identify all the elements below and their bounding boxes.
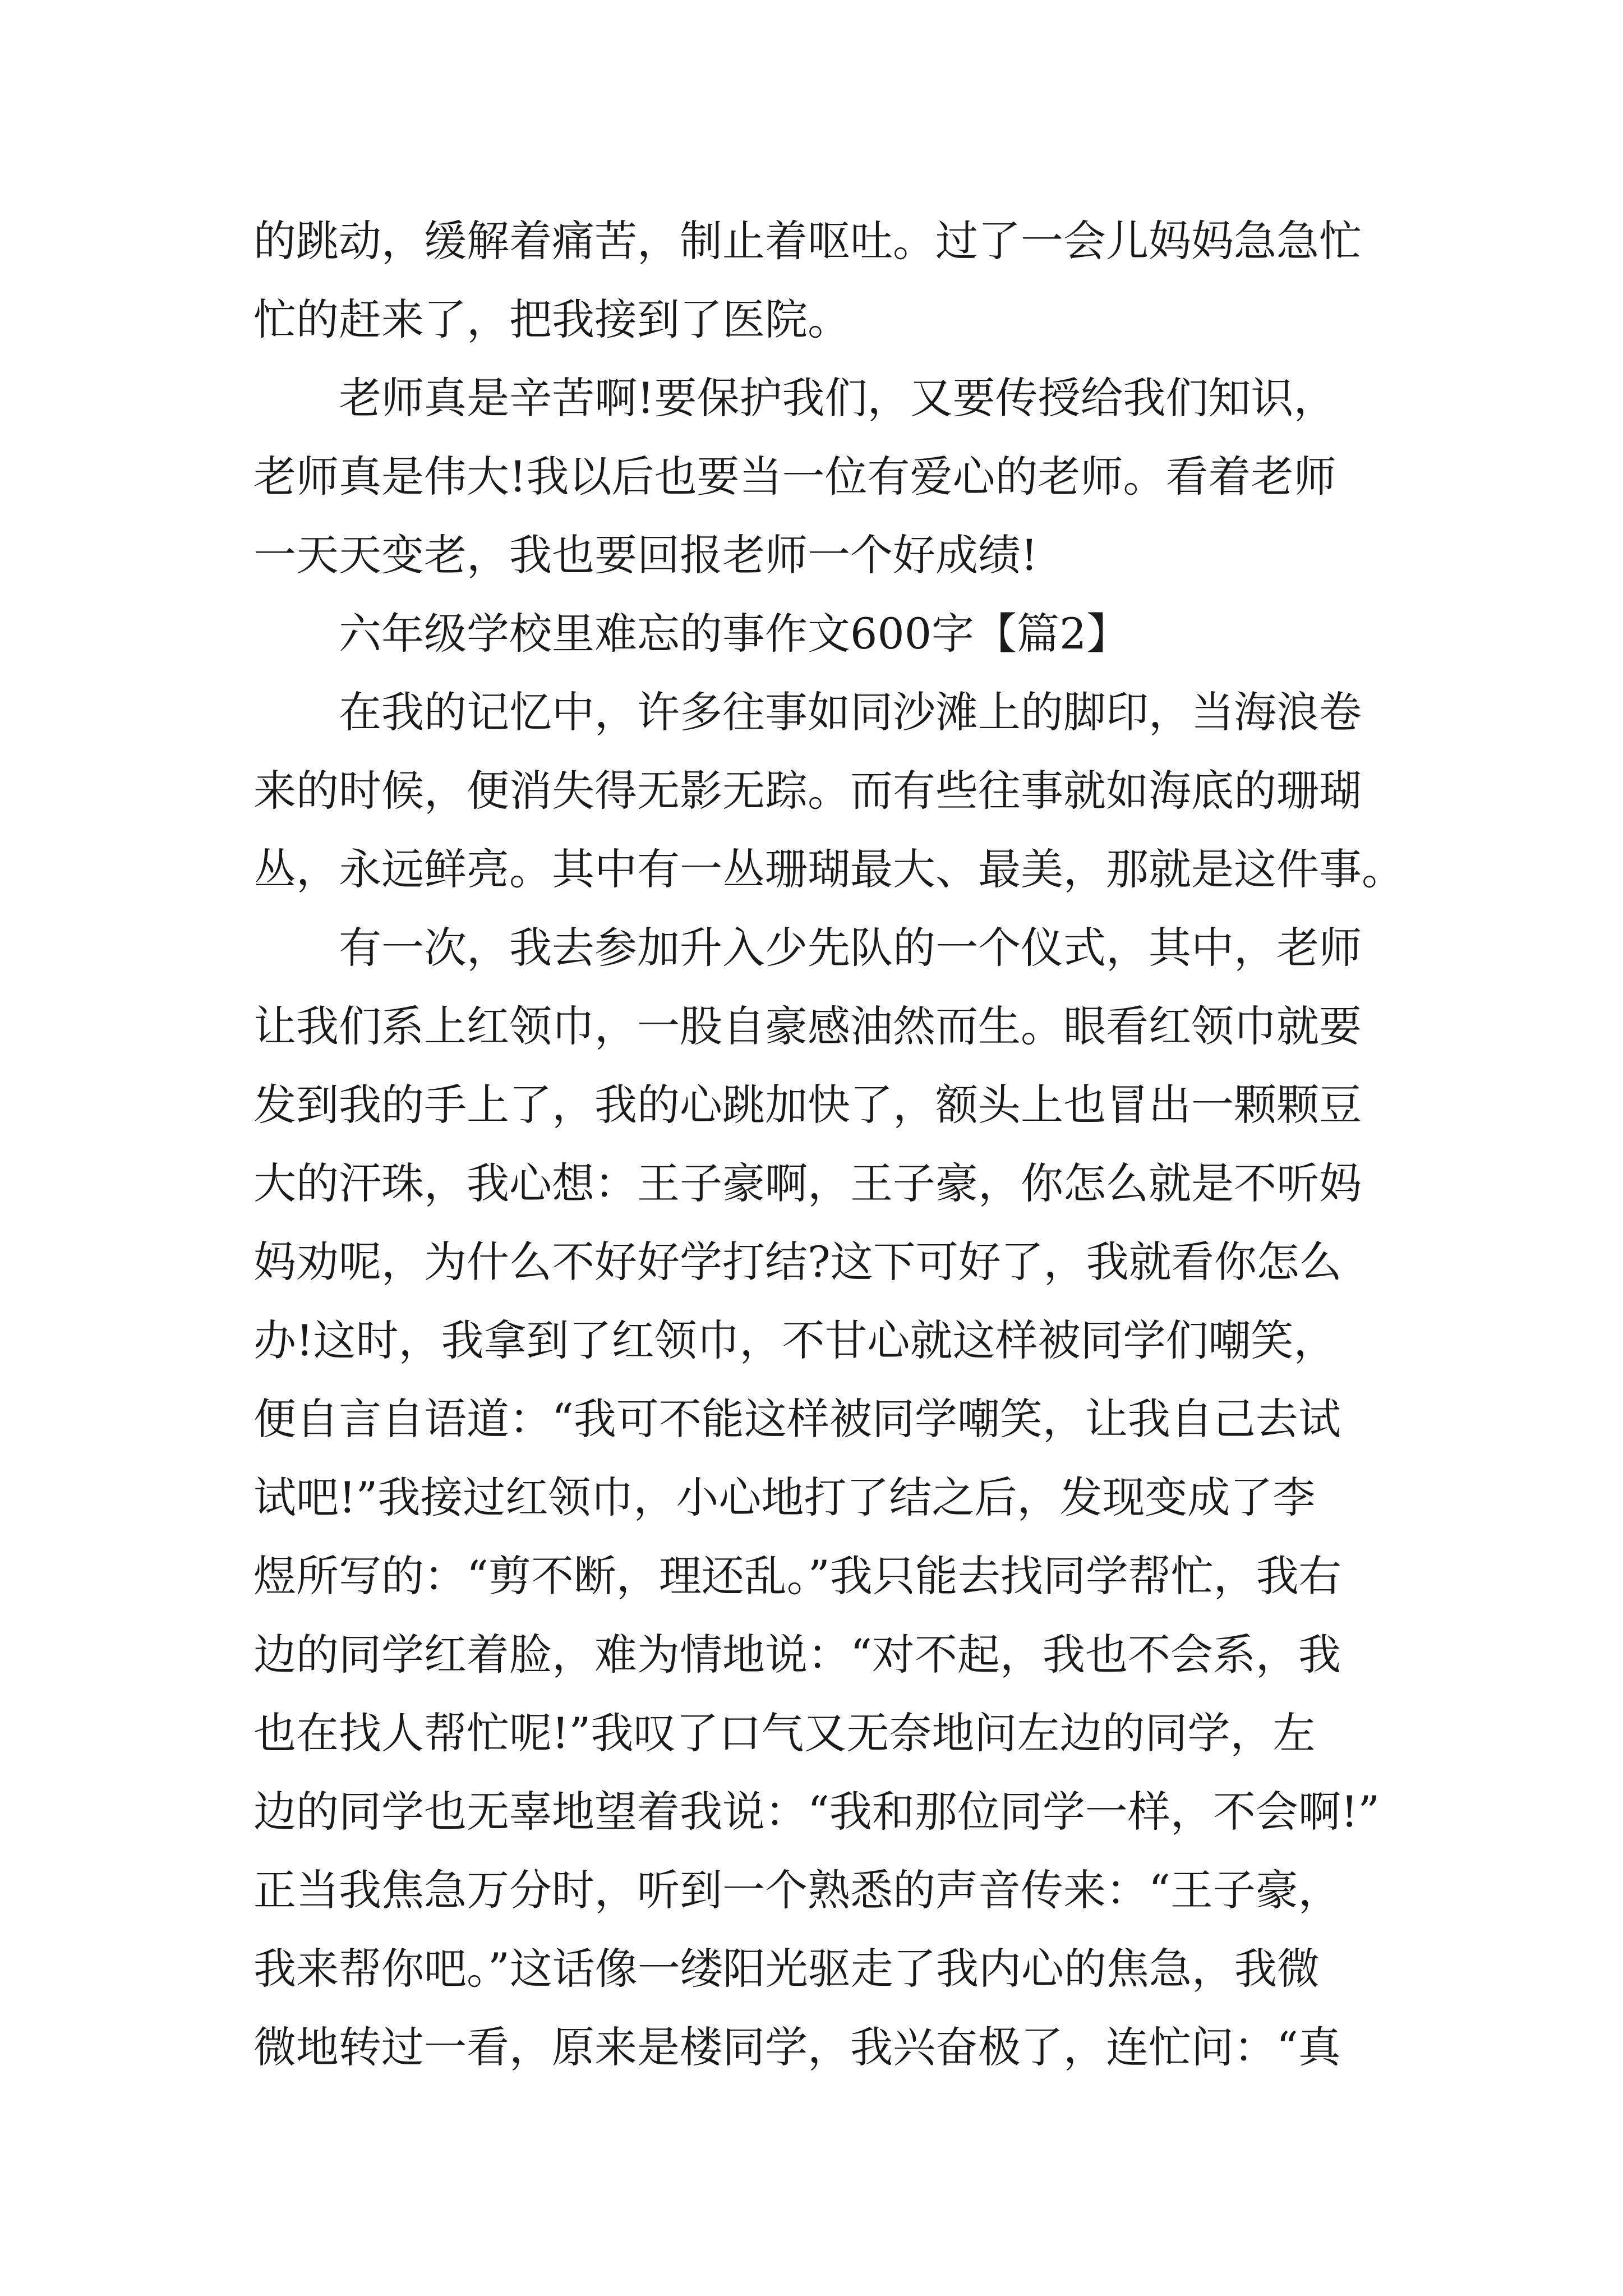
- text-line-21: 边的同学也无辜地望着我说：“我和那位同学一样，不会啊!”: [253, 1787, 1380, 1837]
- text-line-4: 老师真是伟大!我以后也要当一位有爱心的老师。看着老师: [253, 452, 1336, 501]
- text-line-10: 有一次，我去参加升入少先队的一个仪式，其中，老师: [339, 923, 1362, 973]
- text-line-15: 办!这时，我拿到了红领巾，不甘心就这样被同学们嘲笑，: [253, 1315, 1336, 1365]
- text-line-1: 的跳动，缓解着痛苦，制止着呕吐。过了一会儿妈妈急急忙: [253, 216, 1362, 266]
- text-line-23: 我来帮你吧。”这话像一缕阳光驱走了我内心的焦急，我微: [253, 1944, 1320, 1994]
- text-line-3: 老师真是辛苦啊!要保护我们，又要传授给我们知识，: [339, 373, 1336, 423]
- text-line-22: 正当我焦急万分时，听到一个熟悉的声音传来：“王子豪，: [253, 1865, 1341, 1915]
- section-heading: 六年级学校里难忘的事作文600字【篇2】: [339, 609, 1129, 659]
- document-body: [253, 202, 1404, 2087]
- text-line-9: 丛，永远鲜亮。其中有一丛珊瑚最大、最美，那就是这件事。: [253, 844, 1404, 894]
- text-line-18: 煜所写的：“剪不断，理还乱。”我只能去找同学帮忙，我右: [253, 1551, 1341, 1601]
- text-line-19: 边的同学红着脸，难为情地说：“对不起，我也不会系，我: [253, 1630, 1341, 1680]
- text-line-24: 微地转过一看，原来是楼同学，我兴奋极了，连忙问：“真: [253, 2022, 1341, 2072]
- text-line-7: 在我的记忆中，许多往事如同沙滩上的脚印，当海浪卷: [339, 687, 1362, 737]
- text-line-12: 发到我的手上了，我的心跳加快了，额头上也冒出一颗颗豆: [253, 1080, 1362, 1130]
- text-line-13: 大的汗珠，我心想：王子豪啊，王子豪，你怎么就是不听妈: [253, 1158, 1362, 1208]
- text-line-16: 便自言自语道：“我可不能这样被同学嘲笑，让我自己去试: [253, 1394, 1341, 1444]
- text-line-2: 忙的赶来了，把我接到了医院。: [253, 295, 850, 344]
- text-line-5: 一天天变老，我也要回报老师一个好成绩!: [253, 530, 1038, 580]
- text-line-11: 让我们系上红领巾，一股自豪感油然而生。眼看红领巾就要: [253, 1001, 1362, 1051]
- text-line-14: 妈劝呢，为什么不好好学打结?这下可好了，我就看你怎么: [253, 1237, 1342, 1287]
- text-line-17: 试吧!”我接过红领巾，小心地打了结之后，发现变成了李: [253, 1473, 1316, 1522]
- text-line-8: 来的时候，便消失得无影无踪。而有些往事就如海底的珊瑚: [253, 766, 1362, 816]
- text-line-20: 也在找人帮忙呢!”我叹了口气又无奈地问左边的同学，左: [253, 1708, 1316, 1758]
